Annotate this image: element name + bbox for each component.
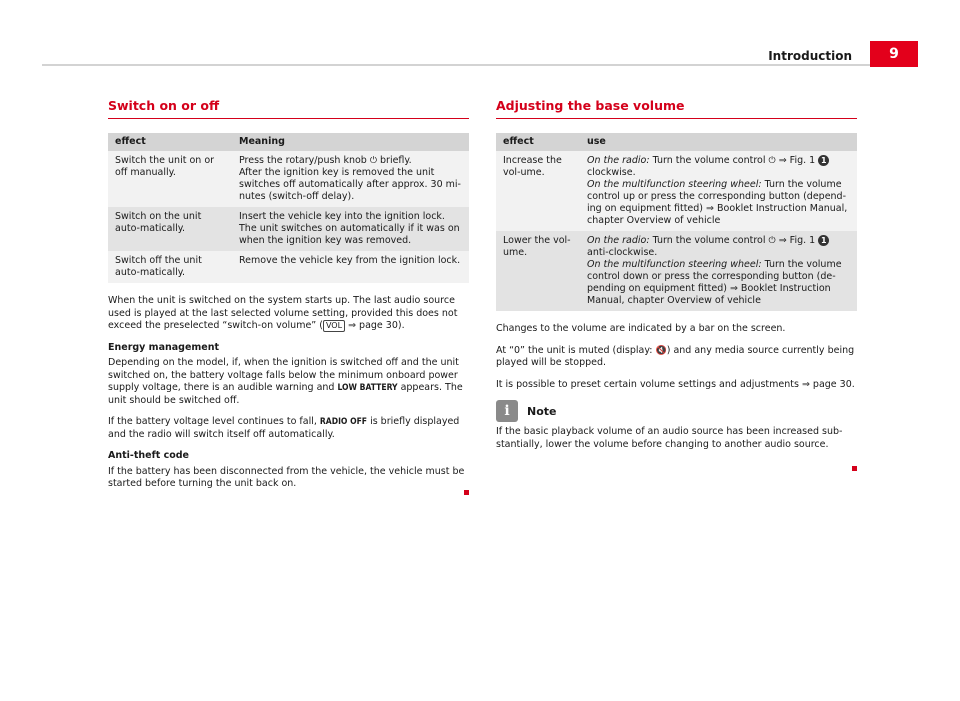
callout-marker: 1 (818, 235, 829, 246)
cell-effect: Lower the vol-ume. (496, 231, 580, 311)
volume-table (496, 133, 857, 311)
note-label: Note (527, 404, 557, 418)
callout-marker: 1 (818, 155, 829, 166)
display-low-battery: LOW BATTERY (337, 383, 398, 393)
figure-reference[interactable]: ⇒ Fig. 1 (778, 155, 816, 166)
cell-meaning: Press the rotary/push knob ⏻ briefly. After the ignition key is removed the unit switches off automatically after approx. 30 mi-nutes (switch-off delay). (232, 151, 469, 207)
section-title-volume: Adjusting the base volume (496, 98, 857, 119)
energy-paragraph: Depending on the model, if, when the ignition is switched off and the unit switched on, the battery voltage falls below the minimum onboard power supply voltage, there is an audible warning and LOW BATTERY appears. The unit should be switched off. (108, 357, 463, 406)
preset-paragraph: It is possible to preset certain volume settings and adjustments ⇒ page 30. (496, 378, 855, 390)
page-number: 9 (870, 41, 918, 67)
energy-paragraph-2: If the battery voltage level continues to fall, RADIO OFF is briefly displayed and the radio will switch itself off automatically. (108, 416, 460, 440)
power-icon: ⏻ (768, 156, 776, 166)
note-header (496, 400, 857, 422)
mute-icon: 🔇 (655, 345, 667, 356)
section-title-switch: Switch on or off (108, 98, 469, 119)
energy-heading: Energy management (108, 341, 220, 353)
cell-meaning: Remove the vehicle key from the ignition lock. (232, 251, 469, 283)
end-marker (464, 490, 469, 495)
col-header-use: use (580, 133, 857, 151)
startup-paragraph: When the unit is switched on the system starts up. The last audio source used is played at the last selected volume setting, provided this does not exceed the preselected “switch-on volume” ( VOL ⇒ page 30). (108, 295, 458, 331)
cell-effect: Switch the unit on or off manually. (108, 151, 232, 207)
header-rule (42, 64, 918, 66)
col-header-effect: effect (108, 133, 232, 151)
cell-effect: Switch off the unit auto-matically. (108, 251, 232, 283)
table-row (496, 151, 857, 231)
cell-meaning: Insert the vehicle key into the ignition lock. The unit switches on automatically if it was on when the ignition key was removed. (232, 207, 469, 251)
note-text: If the basic playback volume of an audio source has been increased sub-stantially, lower the volume before changing to another audio source. (496, 426, 843, 450)
left-column (108, 98, 469, 500)
table-row (108, 151, 469, 207)
end-marker (852, 466, 857, 471)
cell-use: On the radio: Turn the volume control ⏻ ⇒ Fig. 1 1 clockwise. On the multifunction steering wheel: Turn the volume control up or press the corresponding button (depend-ing on equipment fitted) ⇒ Booklet Instruction Manual, chapter Overview of vehicle (580, 151, 857, 231)
section-name: Introduction (768, 49, 852, 63)
antitheft-heading: Anti-theft code (108, 450, 189, 461)
right-column (496, 98, 857, 460)
volume-bar-paragraph: Changes to the volume are indicated by a bar on the screen. (496, 323, 786, 334)
power-icon: ⏻ (369, 156, 377, 166)
mute-paragraph: At “0” the unit is muted (display: 🔇) and any media source currently being played will be stopped. (496, 344, 855, 368)
info-icon: i (496, 400, 518, 422)
col-header-meaning: Meaning (232, 133, 469, 151)
cell-use: On the radio: Turn the volume control ⏻ ⇒ Fig. 1 1 anti-clockwise. On the multifunction steering wheel: Turn the volume control down or press the corresponding button (de-pending on equipment fitted) ⇒ Booklet Instruction Manual, chapter Overview of vehicle (580, 231, 857, 311)
vol-key: VOL (323, 320, 345, 332)
antitheft-paragraph: If the battery has been disconnected from the vehicle, the vehicle must be started before turning the unit back on. (108, 465, 465, 489)
switch-table (108, 133, 469, 283)
power-icon: ⏻ (768, 236, 776, 246)
cell-effect: Increase the vol-ume. (496, 151, 580, 231)
cell-effect: Switch on the unit auto-matically. (108, 207, 232, 251)
table-row (496, 231, 857, 311)
table-row (108, 251, 469, 283)
col-header-effect: effect (496, 133, 580, 151)
figure-reference[interactable]: ⇒ Fig. 1 (778, 235, 816, 246)
display-radio-off: RADIO OFF (319, 417, 368, 427)
table-row (108, 207, 469, 251)
